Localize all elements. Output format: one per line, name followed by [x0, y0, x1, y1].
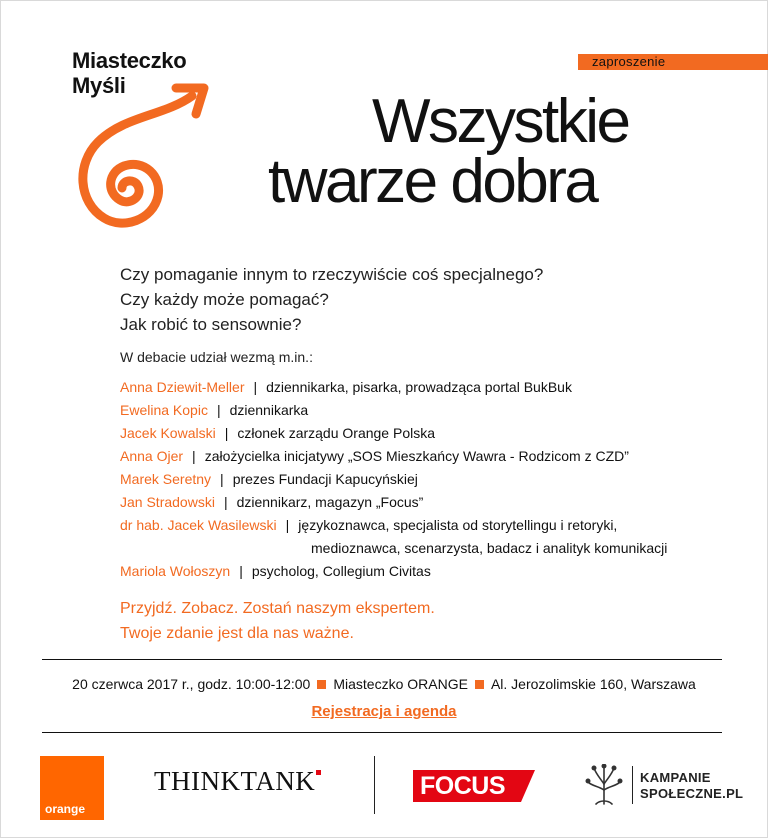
thinktank-logo-think: THINK: [154, 766, 241, 796]
speaker-row: [120, 399, 667, 422]
spiral-arrow-icon: [68, 80, 218, 240]
headline-line-2: twarze dobra: [268, 147, 597, 216]
separator: |: [239, 563, 243, 579]
event-date: 20 czerwca 2017 r., godz. 10:00-12:00: [72, 676, 311, 692]
speaker-row: [120, 422, 667, 445]
tree-icon: [584, 764, 624, 806]
speaker-role: psycholog, Collegium Civitas: [251, 563, 431, 579]
question: Czy każdy może pomagać?: [120, 290, 329, 309]
speaker-role: dziennikarka, pisarka, prowadząca portal BukBuk: [266, 379, 572, 395]
speaker-role: prezes Fundacji Kapucyńskiej: [232, 471, 418, 487]
separator: |: [223, 494, 228, 510]
separator: |: [220, 471, 224, 487]
speaker-role: językoznawca, specjalista od storytellingu i retoryki,: [298, 517, 618, 533]
divider-bottom: [42, 732, 722, 733]
separator: |: [224, 425, 229, 441]
speaker-row: [120, 560, 667, 583]
event-venue: Miasteczko ORANGE: [333, 676, 468, 692]
divider-top: [42, 659, 722, 660]
thinktank-dot-icon: [316, 770, 321, 775]
registration-link[interactable]: Rejestracja i agenda: [311, 703, 457, 720]
orange-logo: [40, 756, 104, 820]
kampanie-line-2: SPOŁECZNE.PL: [640, 786, 744, 801]
focus-logo-text: FOCUS: [420, 772, 505, 800]
tag-label: zaproszenie: [592, 54, 666, 69]
registration: [0, 703, 768, 720]
cta-line-1: Przyjdź. Zobacz. Zostań naszym ekspertem.: [120, 600, 435, 617]
cta-line-2: Twoje zdanie jest dla nas ważne.: [120, 625, 354, 642]
speaker-name: Jacek Kowalski: [120, 425, 216, 441]
logo-line-2: Myśli: [72, 73, 126, 98]
separator: |: [216, 402, 221, 418]
logo-line-1: Miasteczko: [72, 48, 187, 73]
speaker-role-continuation: medioznawca, scenarzysta, badacz i analityk komunikacji: [311, 540, 668, 556]
thinktank-logo: [154, 766, 321, 797]
questions: [120, 262, 543, 337]
event-details: [0, 676, 768, 692]
speaker-row: [120, 514, 667, 537]
speaker-row: [120, 468, 667, 491]
speaker-role: dziennikarka: [229, 402, 309, 418]
thinktank-logo-tank: TANK: [240, 766, 316, 796]
question: Czy pomaganie innym to rzeczywiście coś specjalnego?: [120, 265, 544, 284]
separator: |: [192, 448, 196, 464]
separator: |: [285, 517, 290, 533]
speaker-row: [120, 445, 667, 468]
event-address: Al. Jerozolimskie 160, Warszawa: [490, 676, 696, 692]
speaker-row: [120, 376, 667, 399]
speakers-intro: W debacie udział wezmą m.in.:: [120, 349, 313, 365]
speaker-name: Ewelina Kopic: [120, 402, 208, 418]
kampanie-spoleczne-logo: [640, 770, 743, 802]
headline: [268, 87, 688, 216]
separator: |: [253, 379, 258, 395]
speaker-role: założycielka inicjatywy „SOS Mieszkańcy Wawra - Rodzicom z CZD”: [204, 448, 629, 464]
kampanie-separator: [632, 766, 633, 804]
headline-line-1: Wszystkie: [372, 87, 629, 156]
bullet-square-icon: [475, 680, 484, 689]
kampanie-line-1: KAMPANIE: [640, 770, 711, 785]
orange-logo-text: orange: [45, 802, 86, 816]
speaker-role: członek zarządu Orange Polska: [237, 425, 436, 441]
logo-separator: [374, 756, 375, 814]
speaker-role: dziennikarz, magazyn „Focus”: [236, 494, 424, 510]
speaker-name: Marek Seretny: [120, 471, 212, 487]
speaker-name: Anna Ojer: [120, 448, 184, 464]
speaker-row: [120, 491, 667, 514]
speaker-name: Jan Stradowski: [120, 494, 215, 510]
speaker-name: dr hab. Jacek Wasilewski: [120, 517, 277, 533]
speaker-name: Anna Dziewit-Meller: [120, 379, 245, 395]
speaker-name: Mariola Wołoszyn: [120, 563, 231, 579]
speakers-list: [120, 376, 667, 583]
bullet-square-icon: [317, 680, 326, 689]
call-to-action: [120, 596, 435, 646]
question: Jak robić to sensownie?: [120, 315, 302, 334]
